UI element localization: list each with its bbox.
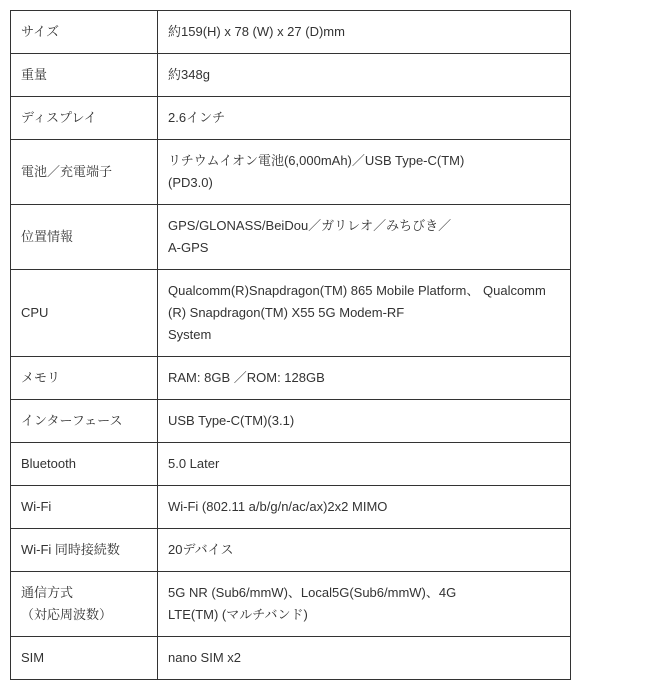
- spec-label: インターフェース: [11, 400, 158, 443]
- spec-value: USB Type-C(TM)(3.1): [158, 400, 571, 443]
- spec-label: 電池／充電端子: [11, 140, 158, 205]
- spec-value: 約348g: [158, 54, 571, 97]
- table-row: [11, 357, 571, 400]
- spec-value: RAM: 8GB ／ROM: 128GB: [158, 357, 571, 400]
- spec-value: 約159(H) x 78 (W) x 27 (D)mm: [158, 11, 571, 54]
- spec-label: ディスプレイ: [11, 97, 158, 140]
- spec-value: Wi-Fi (802.11 a/b/g/n/ac/ax)2x2 MIMO: [158, 486, 571, 529]
- table-row: [11, 205, 571, 270]
- spec-value: Qualcomm(R)Snapdragon(TM) 865 Mobile Platform、 Qualcomm(R) Snapdragon(TM) X55 5G Modem-RF System: [158, 270, 571, 357]
- table-row: [11, 97, 571, 140]
- table-row: [11, 270, 571, 357]
- spec-value: リチウムイオン電池(6,000mAh)／USB Type-C(TM) (PD3.0): [158, 140, 571, 205]
- spec-label: メモリ: [11, 357, 158, 400]
- table-row: [11, 637, 571, 680]
- spec-table: [10, 10, 571, 680]
- spec-label: Bluetooth: [11, 443, 158, 486]
- table-row: [11, 400, 571, 443]
- spec-label: 位置情報: [11, 205, 158, 270]
- spec-value: nano SIM x2: [158, 637, 571, 680]
- spec-label: 重量: [11, 54, 158, 97]
- spec-value: GPS/GLONASS/BeiDou／ガリレオ／みちびき／ A-GPS: [158, 205, 571, 270]
- spec-value: 20デバイス: [158, 529, 571, 572]
- spec-label: Wi-Fi: [11, 486, 158, 529]
- table-row: [11, 11, 571, 54]
- spec-value: 5.0 Later: [158, 443, 571, 486]
- spec-label: サイズ: [11, 11, 158, 54]
- spec-label: CPU: [11, 270, 158, 357]
- table-row: [11, 443, 571, 486]
- table-row: [11, 486, 571, 529]
- table-row: [11, 140, 571, 205]
- table-row: [11, 54, 571, 97]
- table-row: [11, 529, 571, 572]
- spec-label: Wi-Fi 同時接続数: [11, 529, 158, 572]
- table-row: [11, 572, 571, 637]
- spec-label: 通信方式 （対応周波数）: [11, 572, 158, 637]
- spec-label: SIM: [11, 637, 158, 680]
- spec-value: 5G NR (Sub6/mmW)、Local5G(Sub6/mmW)、4G LTE(TM) (マルチバンド): [158, 572, 571, 637]
- spec-value: 2.6インチ: [158, 97, 571, 140]
